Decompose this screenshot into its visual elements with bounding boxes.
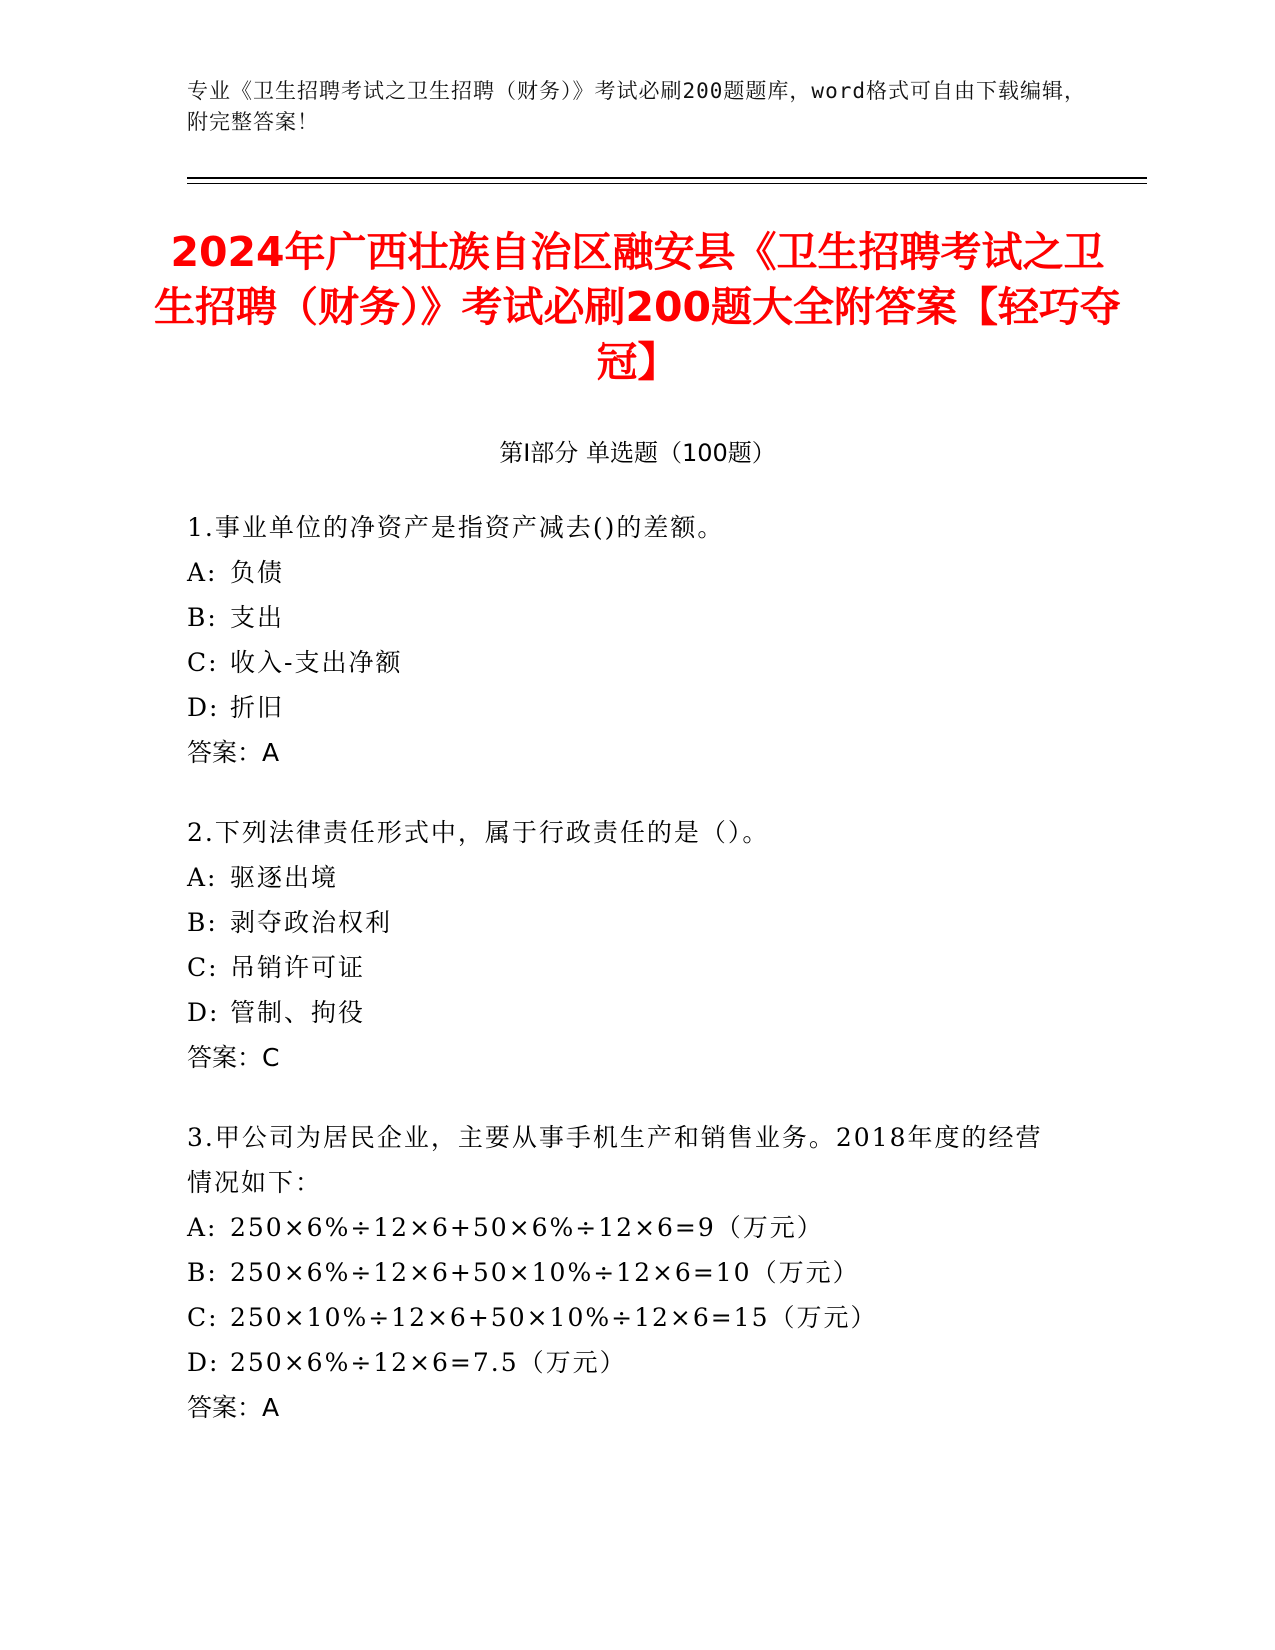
option-c (187, 1295, 1067, 1340)
option-key: D: (187, 998, 220, 1027)
option-key: C: (187, 1303, 219, 1332)
document-title: 2024年广西壮族自治区融安县《卫生招聘考试之卫生招聘（财务）》考试必刷200题大全附答案【轻巧夺冠】 (153, 228, 1122, 386)
option-b (187, 900, 1067, 945)
option-key: C: (187, 953, 219, 982)
question-2 (187, 810, 1067, 1080)
option-key: A: (187, 1213, 218, 1242)
header-divider-thin (187, 183, 1147, 184)
option-text: 250×6%÷12×6+50×6%÷12×6=9（万元） (230, 1213, 824, 1242)
answer-line: 答案：A (187, 738, 280, 767)
option-text: 250×6%÷12×6=7.5（万元） (230, 1348, 627, 1377)
option-a (187, 550, 1067, 595)
answer-line: 答案：A (187, 1393, 280, 1422)
option-key: B: (187, 603, 218, 632)
question-1 (187, 505, 1067, 775)
option-text: 驱逐出境 (230, 863, 339, 892)
option-text: 折旧 (230, 693, 285, 722)
question-stem: 3.甲公司为居民企业，主要从事手机生产和销售业务。2018年度的经营情况如下： (187, 1123, 1043, 1197)
header-divider-thick (187, 177, 1147, 179)
option-text: 负债 (230, 558, 285, 587)
section-heading: 第I部分 单选题（100题） (499, 439, 776, 467)
option-c (187, 640, 1067, 685)
option-key: B: (187, 1258, 218, 1287)
option-d (187, 685, 1067, 730)
header-note: 专业《卫生招聘考试之卫生招聘（财务）》考试必刷200题题库，word格式可自由下载编辑，附完整答案！ (187, 79, 1086, 134)
option-key: D: (187, 1348, 220, 1377)
question-stem: 1.事业单位的净资产是指资产减去()的差额。 (187, 513, 725, 542)
question-stem: 2.下列法律责任形式中，属于行政责任的是（）。 (187, 818, 770, 847)
answer-line: 答案：C (187, 1043, 280, 1072)
option-b (187, 1250, 1067, 1295)
option-text: 剥夺政治权利 (230, 908, 393, 937)
option-key: B: (187, 908, 218, 937)
option-key: A: (187, 558, 218, 587)
option-key: A: (187, 863, 218, 892)
option-b (187, 595, 1067, 640)
option-text: 250×6%÷12×6+50×10%÷12×6=10（万元） (230, 1258, 860, 1287)
option-key: D: (187, 693, 220, 722)
option-text: 250×10%÷12×6+50×10%÷12×6=15（万元） (230, 1303, 878, 1332)
option-a (187, 1205, 1067, 1250)
option-text: 收入-支出净额 (230, 648, 403, 677)
question-3 (187, 1115, 1067, 1430)
option-c (187, 945, 1067, 990)
option-text: 管制、拘役 (230, 998, 366, 1027)
option-text: 吊销许可证 (230, 953, 366, 982)
option-key: C: (187, 648, 219, 677)
option-text: 支出 (230, 603, 285, 632)
option-d (187, 990, 1067, 1035)
option-d (187, 1340, 1067, 1385)
option-a (187, 855, 1067, 900)
